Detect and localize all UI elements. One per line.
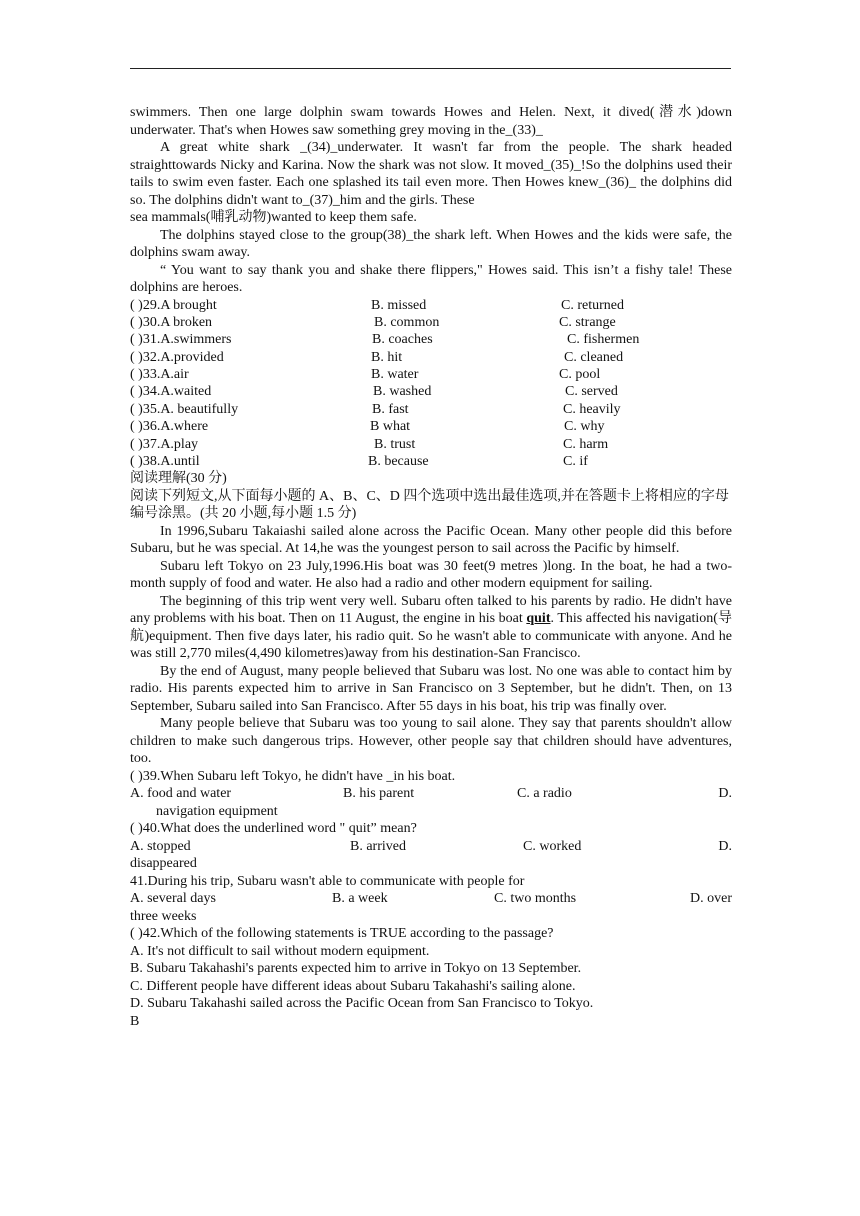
option-a: A. several days	[130, 891, 216, 907]
header-rule	[130, 68, 731, 69]
option-a: ( )36.A.where	[130, 419, 209, 435]
para-3-text-start: The beginning of this trip went very well. Subaru often talked to his parents by radio. He didn't have any problems with his boat. Then on 11 August, the engine in his boat	[130, 593, 732, 627]
question-42-option-a: A. It's not difficult to sail without modern equipment.	[130, 943, 430, 959]
passage-a-line-4: The dolphins stayed close to the group(38)_the shark left. When Howes and the kids were safe, the dolphins swam away.	[130, 227, 732, 260]
option-b: B. fast	[372, 401, 409, 417]
question-39-stem: ( )39.When Subaru left Tokyo, he didn't have _in his boat.	[130, 768, 456, 784]
next-section-label: B	[130, 1013, 140, 1029]
option-b: B. a week	[332, 891, 388, 907]
question-40-stem: ( )40.What does the underlined word " quit” mean?	[130, 821, 417, 837]
option-a: ( )33.A.air	[130, 367, 189, 383]
option-c: C. worked	[523, 838, 582, 854]
option-a: ( )32.A.provided	[130, 349, 224, 365]
option-c: C. returned	[561, 297, 624, 313]
section-instructions: 阅读下列短文,从下面每小题的 A、B、C、D 四个选项中选出最佳选项,并在答题卡上将相应的字母编号涂黑。(共 20 小题,每小题 1.5 分)	[130, 488, 729, 522]
option-a: ( )37.A.play	[130, 436, 199, 452]
reading-para-1: In 1996,Subaru Takaiashi sailed alone across the Pacific Ocean. Many other people did this before Subaru, but he was special. At 14,he was the youngest person to sail across the Pacific by himself.	[130, 523, 732, 557]
option-a: A. stopped	[130, 838, 191, 854]
option-b: B. common	[374, 314, 440, 330]
option-c: C. strange	[559, 314, 616, 330]
option-b: B. water	[371, 367, 419, 383]
question-42-option-b: B. Subaru Takahashi's parents expected him to arrive in Tokyo on 13 September.	[130, 961, 582, 977]
reading-para-3	[130, 593, 732, 663]
question-40-options	[130, 838, 732, 855]
option-c: C. harm	[563, 436, 609, 452]
reading-para-5: Many people believe that Subaru was too young to sail alone. They say that parents shouldn't allow children to make such dangerous trips. However, other people say that children should have adventures, too.	[130, 716, 732, 767]
cloze-option-row	[130, 401, 732, 418]
passage-a-line-5: “ You want to say thank you and shake there flippers," Howes said. This isn’t a fishy tale! These dolphins are heroes.	[130, 262, 732, 295]
cloze-option-row	[130, 314, 732, 331]
question-42-option-d: D. Subaru Takahashi sailed across the Pacific Ocean from San Francisco to Tokyo.	[130, 996, 594, 1012]
option-c: C. cleaned	[564, 349, 624, 365]
option-d: D.	[718, 786, 732, 802]
option-d: D.	[718, 838, 732, 854]
option-b: B. washed	[373, 384, 432, 400]
cloze-option-row	[130, 383, 732, 400]
option-b: B. coaches	[372, 332, 433, 348]
reading-para-4: By the end of August, many people believed that Subaru was lost. No one was able to contact him by radio. His parents expected him to arrive in San Francisco on 3 September, but he didn't. Then, on 13 September, Subaru sailed into San Francisco. After 55 days in his boat, his trip was finally over.	[130, 663, 732, 714]
passage-a-line-1: swimmers. Then one large dolphin swam towards Howes and Helen. Next, it dived(潜水)down underwater. That's when Howes saw something grey moving in the_(33)_	[130, 105, 732, 138]
cloze-option-row	[130, 436, 732, 453]
option-a: ( )31.A.swimmers	[130, 332, 232, 348]
option-c: C. fishermen	[567, 332, 640, 348]
option-b: B. missed	[371, 297, 427, 313]
option-b: B. his parent	[343, 786, 415, 802]
question-41-stem: 41.During his trip, Subaru wasn't able to communicate with people for	[130, 873, 525, 889]
option-c: C. why	[564, 419, 605, 435]
option-c: C. pool	[559, 367, 601, 383]
option-c: C. served	[565, 384, 618, 400]
question-42-stem: ( )42.Which of the following statements is TRUE according to the passage?	[130, 926, 554, 942]
cloze-option-row	[130, 418, 732, 435]
underlined-word: quit	[526, 611, 551, 627]
option-c: C. heavily	[563, 401, 621, 417]
option-d: D. over	[690, 891, 732, 907]
cloze-options	[130, 297, 732, 471]
option-c: C. two months	[494, 891, 577, 907]
option-a: ( )29.A brought	[130, 297, 217, 313]
reading-para-2: Subaru left Tokyo on 23 July,1996.His boat was 30 feet(9 metres )long. In the boat, he had a two-month supply of food and water. He also had a radio and other modern equipment for sailing.	[130, 558, 732, 592]
option-b: B. hit	[371, 349, 403, 365]
question-40-option-d-text: disappeared	[130, 856, 197, 872]
question-39-options	[130, 785, 732, 802]
option-a: ( )30.A broken	[130, 314, 213, 330]
option-c: C. if	[563, 454, 588, 470]
cloze-option-row	[130, 349, 732, 366]
option-b: B. trust	[374, 436, 416, 452]
cloze-option-row	[130, 366, 732, 383]
option-b: B. because	[368, 454, 429, 470]
option-b: B. arrived	[350, 838, 406, 854]
cloze-option-row	[130, 453, 732, 470]
para-3-text-end: . This affected his navigation(导航)equipment. Then five days later, his radio quit. So he wasn't able to communicate with anyone. And he was still 2,770 miles(4,490 kilometres)away from his destination-San Francisco.	[130, 611, 732, 662]
passage-a-line-3: sea mammals(哺乳动物)wanted to keep them safe.	[130, 210, 417, 225]
option-b: B what	[370, 419, 411, 435]
passage-a-line-2: A great white shark _(34)_underwater. It wasn't far from the people. The shark headed straighttowards Nicky and Karina. Now the shark was not slow. It moved_(35)_!So the dolphins used their tails to swim even faster. Each one splashed its tail even more. Then Howes knew_(36)_ the dolphins did so. The dolphins didn't want to_(37)_him and the girls. These	[130, 140, 732, 208]
document-page	[130, 104, 732, 1030]
question-42-option-c: C. Different people have different ideas about Subaru Takahashi's sailing alone.	[130, 978, 576, 994]
question-41-options	[130, 890, 732, 907]
option-a: ( )35.A. beautifully	[130, 401, 239, 417]
cloze-option-row	[130, 331, 732, 348]
option-a: ( )34.A.waited	[130, 384, 212, 400]
section-heading: 阅读理解(30 分)	[130, 471, 227, 487]
question-41-option-d-text: three weeks	[130, 908, 197, 924]
question-39-option-d-text: navigation equipment	[156, 803, 278, 819]
option-a: A. food and water	[130, 786, 232, 802]
option-c: C. a radio	[517, 786, 572, 802]
cloze-option-row	[130, 297, 732, 314]
option-a: ( )38.A.until	[130, 454, 200, 470]
